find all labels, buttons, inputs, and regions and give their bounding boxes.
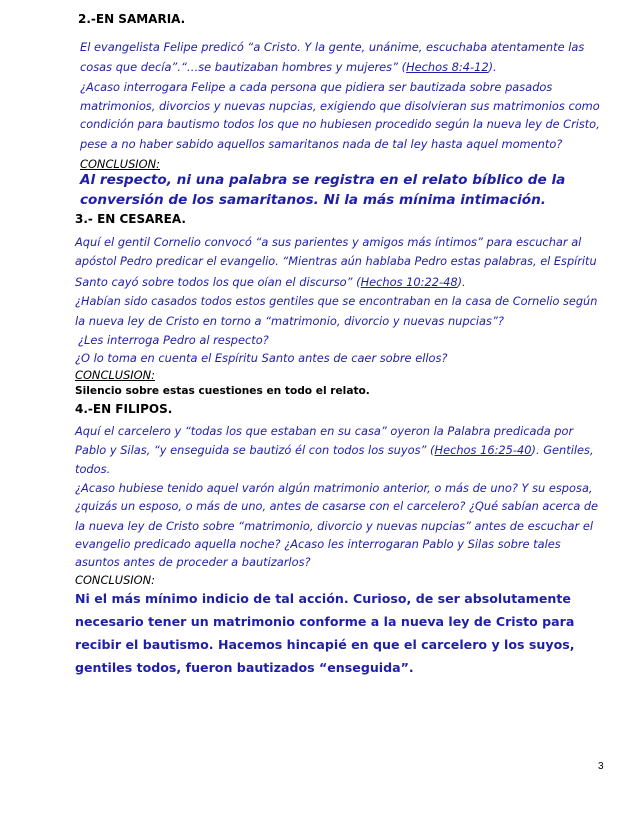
filipos-conclusion-line: necesario tener un matrimonio conforme a la nueva ley de Cristo para	[75, 614, 575, 629]
section-heading-samaria: 2.-EN SAMARIA.	[78, 12, 186, 26]
page-number: 3	[598, 761, 604, 772]
filipos-text-span: ). Gentiles,	[531, 443, 594, 457]
section-heading-filipos: 4.-EN FILIPOS.	[75, 402, 173, 416]
filipos-text-line: ¿quizás un esposo, o más de uno, antes de casarse con el carcelero? ¿Qué sabían acerca de	[75, 500, 598, 513]
samaria-text-line: condición para bautismo todos los que no hubiesen procedido según la nueva ley de Cristo,	[80, 118, 600, 131]
conclusion-label: CONCLUSION:	[75, 573, 155, 587]
cesarea-text-span: Santo cayó sobre todos los que oían el discurso” (	[75, 275, 361, 289]
samaria-text-line: El evangelista Felipe predicó “a Cristo. Y la gente, unánime, escuchaba atentamente las	[80, 40, 585, 54]
samaria-conclusion-line: conversión de los samaritanos. Ni la más mínima intimación.	[80, 192, 546, 208]
filipos-conclusion-line: gentiles todos, fueron bautizados “enseguida”.	[75, 660, 414, 675]
filipos-text-line: todos.	[75, 462, 111, 476]
conclusion-label: CONCLUSION:	[80, 157, 160, 171]
conclusion-label: CONCLUSION:	[75, 368, 155, 382]
filipos-text-line: asuntos antes de proceder a bautizarlos?	[75, 555, 311, 569]
cesarea-text-line: ¿Habían sido casados todos estos gentiles que se encontraban en la casa de Cornelio según	[75, 295, 598, 308]
samaria-text-line: pese a no haber sabido aquellos samaritanos nada de tal ley hasta aquel momento?	[80, 137, 563, 151]
filipos-text-span: Pablo y Silas, “y enseguida se bautizó él con todos los suyos” (	[75, 443, 435, 457]
samaria-text-line	[80, 60, 497, 74]
cesarea-text-span: ).	[457, 275, 466, 289]
filipos-text-line: ¿Acaso hubiese tenido aquel varón algún matrimonio anterior, o más de uno? Y su esposa,	[75, 481, 593, 495]
filipos-text-line: evangelio predicado aquella noche? ¿Acaso les interrogaran Pablo y Silas sobre tales	[75, 537, 561, 551]
section-heading-cesarea: 3.- EN CESAREA.	[75, 212, 186, 226]
filipos-text-line	[75, 443, 594, 457]
samaria-conclusion-line: Al respecto, ni una palabra se registra en el relato bíblico de la	[80, 172, 566, 188]
samaria-text-line: ¿Acaso interrogara Felipe a cada persona que pidiera ser bautizada sobre pasados	[80, 80, 553, 94]
bible-reference-hechos-8: Hechos 8:4-12	[406, 60, 489, 74]
filipos-conclusion-line: Ni el más mínimo indicio de tal acción. Curioso, de ser absolutamente	[75, 591, 571, 606]
filipos-text-line: la nueva ley de Cristo sobre “matrimonio, divorcio y nuevas nupcias” antes de escuchar el	[75, 519, 594, 533]
cesarea-conclusion-line: Silencio sobre estas cuestiones en todo el relato.	[75, 385, 370, 397]
cesarea-text-line: ¿Les interroga Pedro al respecto?	[78, 333, 269, 347]
bible-reference-hechos-16: Hechos 16:25-40	[434, 443, 532, 457]
cesarea-text-line: Aquí el gentil Cornelio convocó “a sus parientes y amigos más íntimos” para escuchar al	[75, 235, 582, 249]
samaria-text-span: cosas que decía”.“…se bautizaban hombres y mujeres” (	[80, 60, 407, 74]
filipos-text-line: Aquí el carcelero y “todas los que estaban en su casa” oyeron la Palabra predicada por	[75, 424, 574, 438]
cesarea-text-line: ¿O lo toma en cuenta el Espíritu Santo antes de caer sobre ellos?	[75, 351, 448, 365]
cesarea-text-line: la nueva ley de Cristo en torno a “matrimonio, divorcio y nuevas nupcias”?	[75, 314, 504, 328]
samaria-text-span: ).	[488, 60, 497, 74]
filipos-conclusion-line: recibir el bautismo. Hacemos hincapié en que el carcelero y los suyos,	[75, 637, 575, 652]
bible-reference-hechos-10: Hechos 10:22-48	[360, 275, 458, 289]
cesarea-text-line	[75, 275, 466, 289]
cesarea-text-line: apóstol Pedro predicar el evangelio. “Mientras aún hablaba Pedro estas palabras, el Espíritu	[75, 255, 597, 268]
samaria-text-line: matrimonios, divorcios y nuevas nupcias, exigiendo que disolvieran sus matrimonios como	[80, 99, 600, 113]
